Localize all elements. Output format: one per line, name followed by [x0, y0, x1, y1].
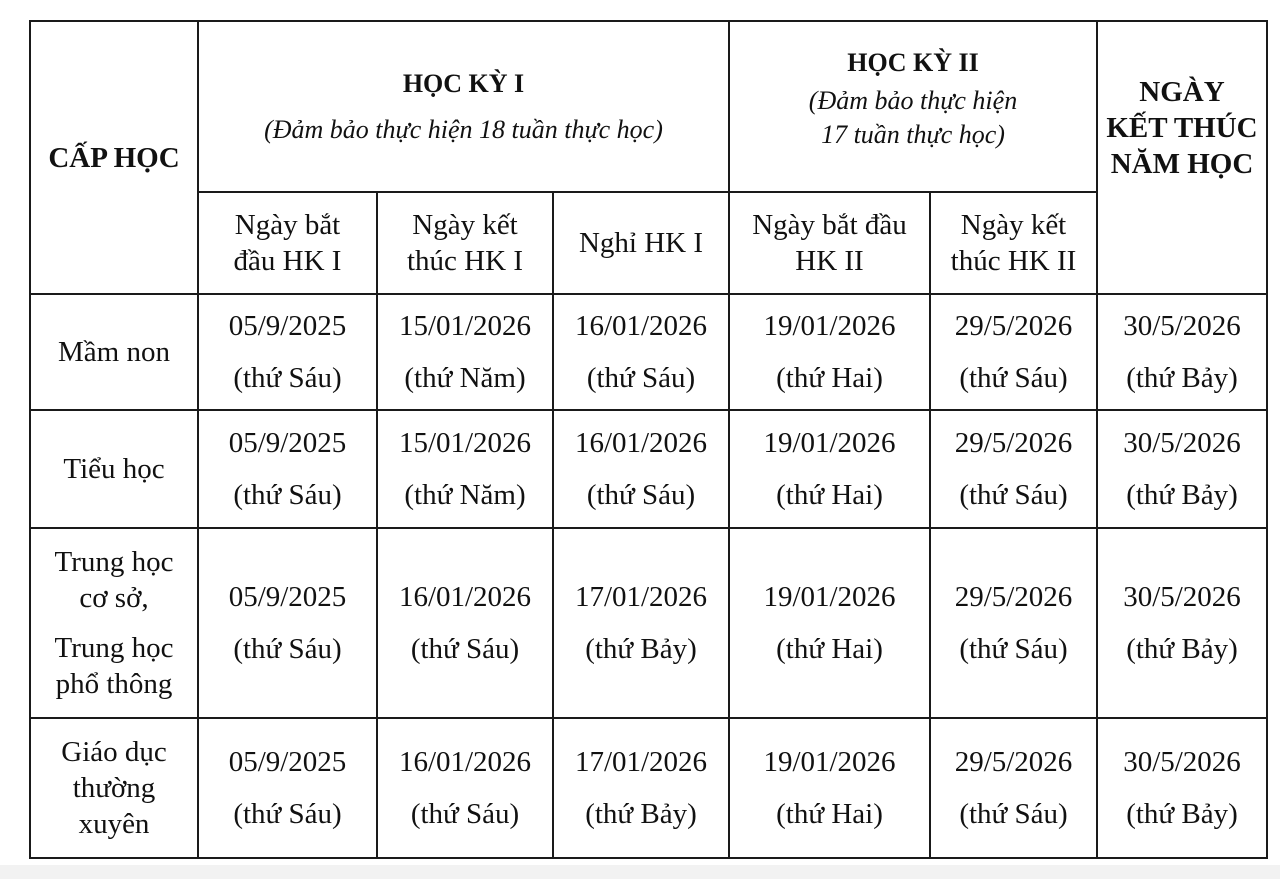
level-cell: Mầm non: [30, 294, 198, 410]
date-cell: 29/5/2026 (thứ Sáu): [930, 718, 1097, 858]
header-semester-1: [198, 21, 729, 192]
date-cell: 19/01/2026 (thứ Hai): [729, 718, 930, 858]
header-end-of-year: [1097, 21, 1267, 294]
header-level: CẤP HỌC: [30, 21, 198, 294]
sub-header-s2-end: Ngày kết thúc HK II: [930, 192, 1097, 294]
date-cell: 30/5/2026 (thứ Bảy): [1097, 718, 1267, 858]
sub-header-s1-end: Ngày kết thúc HK I: [377, 192, 553, 294]
page-bottom-band: [0, 865, 1280, 879]
date-cell: 16/01/2026 (thứ Sáu): [377, 528, 553, 718]
date-cell: 05/9/2025 (thứ Sáu): [198, 410, 377, 528]
sub-header-s1-start: Ngày bắt đầu HK I: [198, 192, 377, 294]
date-cell: 19/01/2026 (thứ Hai): [729, 294, 930, 410]
level-cell: Trung học cơ sở, Trung học phổ thông: [30, 528, 198, 718]
date-cell: 05/9/2025 (thứ Sáu): [198, 294, 377, 410]
date-cell: 05/9/2025 (thứ Sáu): [198, 528, 377, 718]
header-row-2: [30, 192, 1267, 294]
sub-header-s2-start: Ngày bắt đầu HK II: [729, 192, 930, 294]
end-year-line-2: KẾT THÚC: [1106, 111, 1258, 144]
end-year-line-1: NGÀY: [1139, 75, 1225, 108]
date-cell: 15/01/2026 (thứ Năm): [377, 410, 553, 528]
semester-2-title: HỌC KỲ II: [847, 47, 979, 77]
date-cell: 29/5/2026 (thứ Sáu): [930, 528, 1097, 718]
date-cell: 30/5/2026 (thứ Bảy): [1097, 294, 1267, 410]
semester-2-note-line-1: (Đảm bảo thực hiện: [808, 85, 1018, 115]
date-cell: 19/01/2026 (thứ Hai): [729, 410, 930, 528]
sub-header-s1-break: Nghỉ HK I: [553, 192, 729, 294]
end-year-line-3: NĂM HỌC: [1110, 147, 1254, 180]
school-year-schedule-table: [29, 20, 1268, 859]
date-cell: 15/01/2026 (thứ Năm): [377, 294, 553, 410]
date-cell: 30/5/2026 (thứ Bảy): [1097, 410, 1267, 528]
table-row: [30, 528, 1267, 718]
date-cell: 29/5/2026 (thứ Sáu): [930, 294, 1097, 410]
table-row: [30, 294, 1267, 410]
date-cell: 16/01/2026 (thứ Sáu): [377, 718, 553, 858]
date-cell: 05/9/2025 (thứ Sáu): [198, 718, 377, 858]
semester-1-note: (Đảm bảo thực hiện 18 tuần thực học): [264, 114, 663, 144]
date-cell: 29/5/2026 (thứ Sáu): [930, 410, 1097, 528]
semester-2-note-line-2: 17 tuần thực học): [821, 119, 1005, 149]
header-semester-2: [729, 21, 1097, 192]
date-cell: 16/01/2026 (thứ Sáu): [553, 410, 729, 528]
date-cell: 19/01/2026 (thứ Hai): [729, 528, 930, 718]
header-row-1: [30, 21, 1267, 192]
level-cell: Tiểu học: [30, 410, 198, 528]
date-cell: 17/01/2026 (thứ Bảy): [553, 528, 729, 718]
date-cell: 30/5/2026 (thứ Bảy): [1097, 528, 1267, 718]
level-cell: Giáo dục thường xuyên: [30, 718, 198, 858]
date-cell: 16/01/2026 (thứ Sáu): [553, 294, 729, 410]
table-row: [30, 718, 1267, 858]
semester-1-title: HỌC KỲ I: [402, 68, 525, 98]
table-row: [30, 410, 1267, 528]
date-cell: 17/01/2026 (thứ Bảy): [553, 718, 729, 858]
